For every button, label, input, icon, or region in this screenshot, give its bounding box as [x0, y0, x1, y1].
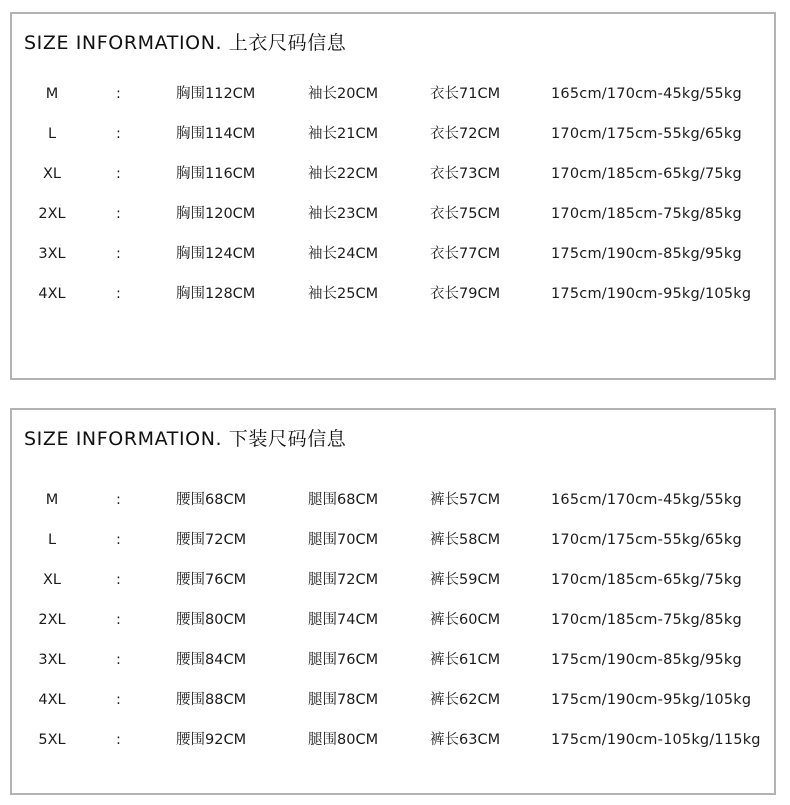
separator-colon: :	[116, 652, 121, 668]
garment-length-value: 衣长77CM	[430, 246, 501, 262]
fit-recommendation: 175cm/190cm-95kg/105kg	[551, 692, 752, 708]
chest-value: 胸围114CM	[176, 126, 256, 142]
sleeve-length-value: 袖长24CM	[308, 246, 379, 262]
separator-colon: :	[116, 612, 121, 628]
table-row	[12, 78, 774, 118]
size-label: L	[47, 532, 57, 548]
sleeve-length-value: 袖长23CM	[308, 206, 379, 222]
separator-colon: :	[116, 286, 121, 302]
thigh-value: 腿围72CM	[308, 572, 379, 588]
pants-length-value: 裤长57CM	[430, 492, 501, 508]
waist-value: 腰围68CM	[176, 492, 247, 508]
size-label: L	[47, 126, 57, 142]
waist-value: 腰围88CM	[176, 692, 247, 708]
size-label: 2XL	[38, 612, 66, 628]
fit-recommendation: 170cm/185cm-65kg/75kg	[551, 166, 742, 182]
fit-recommendation: 175cm/190cm-95kg/105kg	[551, 286, 752, 302]
separator-colon: :	[116, 126, 121, 142]
thigh-value: 腿围68CM	[308, 492, 379, 508]
pants-length-value: 裤长62CM	[430, 692, 501, 708]
chest-value: 胸围116CM	[176, 166, 256, 182]
thigh-value: 腿围80CM	[308, 732, 379, 748]
sleeve-length-value: 袖长21CM	[308, 126, 379, 142]
fit-recommendation: 175cm/190cm-85kg/95kg	[551, 246, 742, 262]
size-label: M	[45, 86, 59, 102]
top-size-title: SIZE INFORMATION. 上衣尺码信息	[24, 32, 347, 54]
fit-recommendation: 175cm/190cm-105kg/115kg	[551, 732, 761, 748]
top-size-rows	[12, 78, 774, 318]
separator-colon: :	[116, 732, 121, 748]
size-label: 2XL	[38, 206, 66, 222]
table-row	[12, 158, 774, 198]
thigh-value: 腿围74CM	[308, 612, 379, 628]
fit-recommendation: 170cm/185cm-65kg/75kg	[551, 572, 742, 588]
bottom-size-title: SIZE INFORMATION. 下装尺码信息	[24, 428, 347, 450]
pants-length-value: 裤长58CM	[430, 532, 501, 548]
separator-colon: :	[116, 86, 121, 102]
sleeve-length-value: 袖长20CM	[308, 86, 379, 102]
chest-value: 胸围120CM	[176, 206, 256, 222]
pants-length-value: 裤长63CM	[430, 732, 501, 748]
separator-colon: :	[116, 492, 121, 508]
fit-recommendation: 165cm/170cm-45kg/55kg	[551, 86, 742, 102]
table-row	[12, 564, 774, 604]
fit-recommendation: 170cm/185cm-75kg/85kg	[551, 206, 742, 222]
fit-recommendation: 165cm/170cm-45kg/55kg	[551, 492, 742, 508]
separator-colon: :	[116, 206, 121, 222]
pants-length-value: 裤长61CM	[430, 652, 501, 668]
thigh-value: 腿围70CM	[308, 532, 379, 548]
size-label: 4XL	[38, 692, 66, 708]
size-label: XL	[42, 166, 61, 182]
waist-value: 腰围72CM	[176, 532, 247, 548]
top-size-table	[10, 12, 776, 380]
table-row	[12, 684, 774, 724]
garment-length-value: 衣长73CM	[430, 166, 501, 182]
separator-colon: :	[116, 532, 121, 548]
sleeve-length-value: 袖长22CM	[308, 166, 379, 182]
fit-recommendation: 175cm/190cm-85kg/95kg	[551, 652, 742, 668]
size-label: 4XL	[38, 286, 66, 302]
size-label: 3XL	[38, 652, 66, 668]
table-row	[12, 238, 774, 278]
table-row	[12, 524, 774, 564]
sleeve-length-value: 袖长25CM	[308, 286, 379, 302]
chest-value: 胸围124CM	[176, 246, 256, 262]
chest-value: 胸围112CM	[176, 86, 256, 102]
table-row	[12, 118, 774, 158]
size-label: 3XL	[38, 246, 66, 262]
garment-length-value: 衣长75CM	[430, 206, 501, 222]
thigh-value: 腿围78CM	[308, 692, 379, 708]
table-row	[12, 604, 774, 644]
waist-value: 腰围92CM	[176, 732, 247, 748]
chest-value: 胸围128CM	[176, 286, 256, 302]
table-row	[12, 278, 774, 318]
separator-colon: :	[116, 166, 121, 182]
pants-length-value: 裤长60CM	[430, 612, 501, 628]
size-label: M	[45, 492, 59, 508]
table-row	[12, 724, 774, 764]
separator-colon: :	[116, 572, 121, 588]
waist-value: 腰围80CM	[176, 612, 247, 628]
bottom-size-table	[10, 408, 776, 795]
table-row	[12, 484, 774, 524]
fit-recommendation: 170cm/185cm-75kg/85kg	[551, 612, 742, 628]
pants-length-value: 裤长59CM	[430, 572, 501, 588]
garment-length-value: 衣长79CM	[430, 286, 501, 302]
thigh-value: 腿围76CM	[308, 652, 379, 668]
separator-colon: :	[116, 692, 121, 708]
table-row	[12, 644, 774, 684]
size-label: XL	[42, 572, 61, 588]
separator-colon: :	[116, 246, 121, 262]
garment-length-value: 衣长72CM	[430, 126, 501, 142]
table-row	[12, 198, 774, 238]
fit-recommendation: 170cm/175cm-55kg/65kg	[551, 126, 742, 142]
size-label: 5XL	[38, 732, 66, 748]
waist-value: 腰围76CM	[176, 572, 247, 588]
garment-length-value: 衣长71CM	[430, 86, 501, 102]
bottom-size-rows	[12, 484, 774, 764]
fit-recommendation: 170cm/175cm-55kg/65kg	[551, 532, 742, 548]
waist-value: 腰围84CM	[176, 652, 247, 668]
